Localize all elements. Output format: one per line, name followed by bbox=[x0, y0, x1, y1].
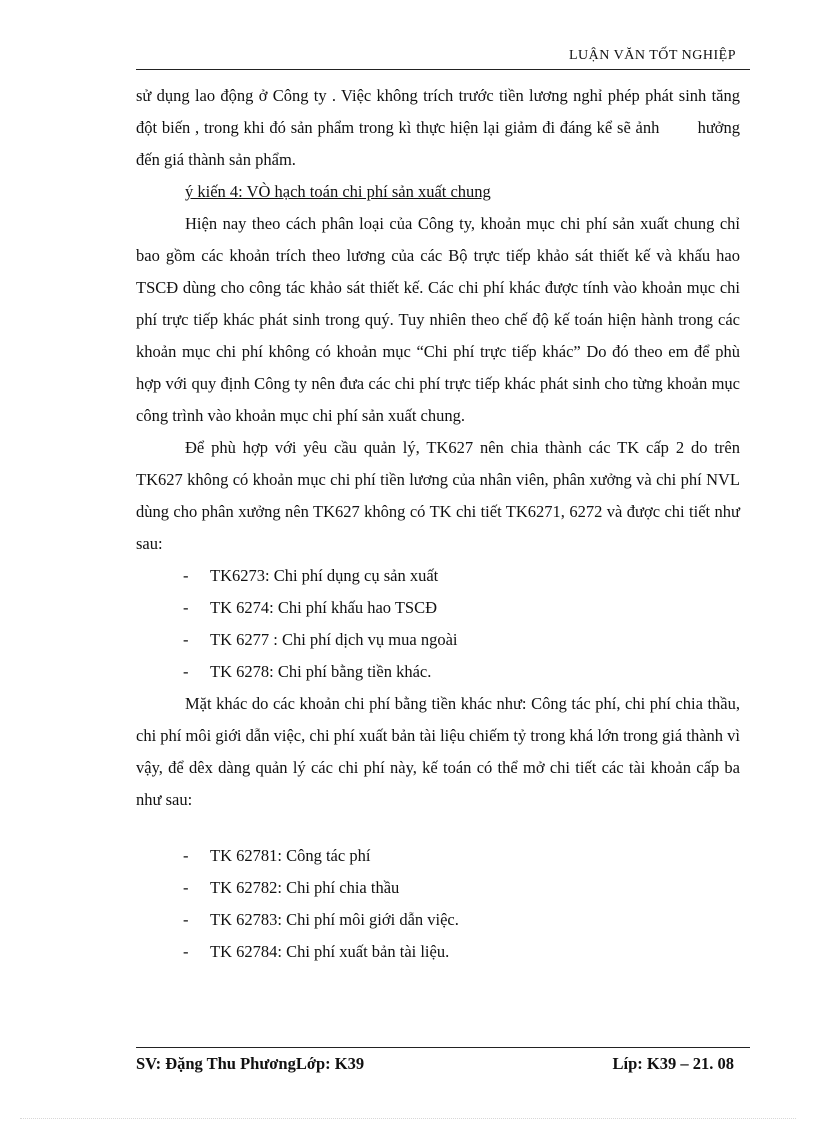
header-divider bbox=[136, 69, 750, 70]
page-edge-dotted-line bbox=[20, 1118, 796, 1119]
paragraph-continuation: sử dụng lao động ở Công ty . Việc không trích trước tiền lương nghỉ phép phát sinh tăng đột biến , trong khi đó sản phẩm trong kì thực hiện lại giảm đi đáng kể sẽ ảnh hưởng đến giá thành sản phẩm. bbox=[136, 86, 745, 169]
footer-class-info: Líp: K39 – 21. 08 bbox=[612, 1054, 734, 1073]
footer-divider bbox=[136, 1047, 750, 1048]
level3-account-list bbox=[136, 840, 740, 968]
list-dash: - bbox=[183, 566, 189, 585]
paragraph-other-costs: Mặt khác do các khoản chi phí bằng tiền khác như: Công tác phí, chi phí chia thầu, chi phí môi giới dẫn việc, chi phí xuất bản tài liệu chiếm tỷ trong khá lớn trong giá thành vì vậy, để dêx dàng quản lý các chi phí này, kế toán có thể mở chi tiết các tài khoản cấp ba như sau: bbox=[136, 694, 740, 809]
list-dash: - bbox=[183, 910, 189, 929]
list-item: - TK 6277 : Chi phí dịch vụ mua ngoài bbox=[136, 624, 740, 656]
paragraph-current-classification: Hiện nay theo cách phân loại của Công ty, khoản mục chi phí sản xuất chung chỉ bao gồm các khoản trích theo lương của các Bộ trực tiếp khảo sát thiết kế và khấu hao TSCĐ dùng cho công tác khảo sát thiết kế. Các chi phí khác được tính vào khoản mục chi phí trực tiếp khác phát sinh trong quý. Tuy nhiên theo chế độ kế toán hiện hành trong các khoản mục chi phí không có khoản mục “Chi phí trực tiếp khác” Do đó theo em để phù hợp với quy định Công ty nên đưa các chi phí trực tiếp khác phát sinh cho từng khoản mục công trình vào khoản mục chi phí sản xuất chung. bbox=[136, 214, 740, 425]
list-item: - TK 6274: Chi phí khấu hao TSCĐ bbox=[136, 592, 740, 624]
level2-account-list bbox=[136, 560, 740, 688]
paragraph-tk627-split: Để phù hợp với yêu cầu quản lý, TK627 nên chia thành các TK cấp 2 do trên TK627 không có khoản mục chi phí tiền lương của nhân viên, phân xưởng và chi phí NVL dùng cho phân xưởng nên TK627 không có TK chi tiết TK6271, 6272 và được chi tiết như sau: bbox=[136, 438, 740, 553]
section-heading: ý kiến 4: VÒ hạch toán chi phí sản xuất chung bbox=[185, 182, 491, 201]
list-dash: - bbox=[183, 630, 189, 649]
list-dash: - bbox=[183, 878, 189, 897]
spacer bbox=[136, 816, 740, 840]
list-dash: - bbox=[183, 846, 189, 865]
list-dash: - bbox=[183, 598, 189, 617]
page-body bbox=[136, 80, 745, 968]
list-dash: - bbox=[183, 942, 189, 961]
page-footer bbox=[136, 1054, 734, 1074]
footer-student-info: SV: Đặng Thu PhươngLớp: K39 bbox=[136, 1054, 365, 1073]
list-item: - TK 62781: Công tác phí bbox=[136, 840, 740, 872]
running-header-title: LUẬN VĂN TỐT NGHIỆP bbox=[569, 48, 736, 63]
list-item: - TK 6278: Chi phí bằng tiền khác. bbox=[136, 656, 740, 688]
list-item: - TK 62783: Chi phí môi giới dẫn việc. bbox=[136, 904, 740, 936]
list-item: - TK6273: Chi phí dụng cụ sản xuất bbox=[136, 560, 740, 592]
list-dash: - bbox=[183, 662, 189, 681]
list-item: - TK 62782: Chi phí chia thầu bbox=[136, 872, 740, 904]
list-item: - TK 62784: Chi phí xuất bản tài liệu. bbox=[136, 936, 740, 968]
